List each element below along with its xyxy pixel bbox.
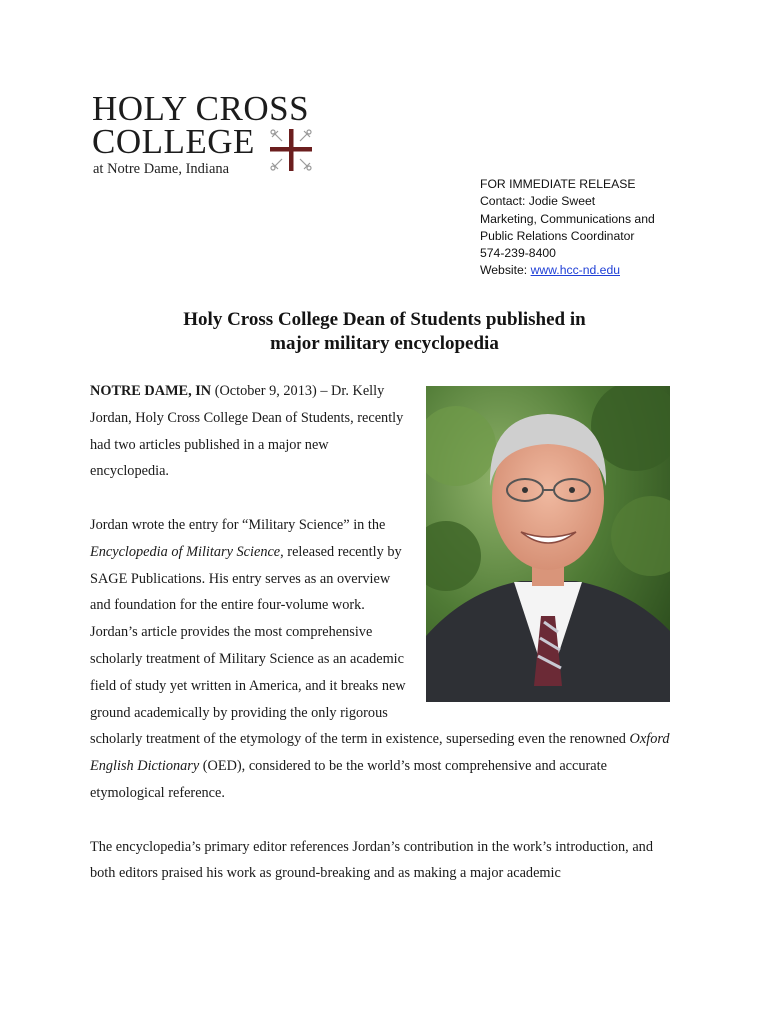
website-label: Website: xyxy=(480,263,531,278)
paragraph-2-part-b: , released recently by SAGE Publications. His entry serves as an overview and foundation for the entire four-volume work. Jordan’s article provides the most comprehensive scholarly treatment of Military Science as an academic field of study yet written in America, and it breaks new ground academically by providing the only rigorous scholarly treatment of the etymology of the term in existence, superseding even the renowned xyxy=(90,543,630,748)
website-link[interactable]: www.hcc-nd.edu xyxy=(530,263,620,278)
contact-phone: 574-239-8400 xyxy=(480,246,556,261)
headline-line1: Holy Cross College Dean of Students published in xyxy=(183,309,586,330)
logo-name-line1: HOLY CROSS xyxy=(92,89,310,128)
portrait-photo xyxy=(426,386,670,702)
logo-tagline: at Notre Dame, Indiana xyxy=(93,161,230,177)
logo-name-line2: COLLEGE xyxy=(92,122,255,161)
press-release-contact-block xyxy=(480,176,740,280)
paragraph-2-part-c: (OED), considered to be the world’s most comprehensive and accurate etymological reference. xyxy=(90,758,607,801)
dateline: NOTRE DAME, IN xyxy=(90,383,212,399)
contact-title-line1: Marketing, Communications and xyxy=(480,211,655,226)
paragraph-3: The encyclopedia’s primary editor references Jordan’s contribution in the work’s introduction, and both editors praised his work as ground-breaking and as making a major academic xyxy=(90,838,653,882)
encyclopedia-title: Encyclopedia of Military Science xyxy=(90,543,281,560)
article-body xyxy=(90,378,670,887)
article-headline xyxy=(92,308,677,356)
headline-line2: major military encyclopedia xyxy=(270,333,499,354)
release-heading: FOR IMMEDIATE RELEASE xyxy=(480,177,636,191)
college-logo xyxy=(92,89,322,180)
paragraph-1-text: (October 9, 2013) – Dr. Kelly Jordan, Holy Cross College Dean of Students, recently had two articles published in a major new encyclopedia. xyxy=(90,383,404,480)
cross-and-anchors-icon xyxy=(268,127,314,173)
paragraph-2-part-a: Jordan wrote the entry for “Military Science” in the xyxy=(90,516,386,533)
oed-title: Oxford English Dictionary xyxy=(90,731,670,775)
contact-website xyxy=(480,262,740,279)
contact-title-line2: Public Relations Coordinator xyxy=(480,228,635,243)
contact-name: Contact: Jodie Sweet xyxy=(480,194,596,209)
